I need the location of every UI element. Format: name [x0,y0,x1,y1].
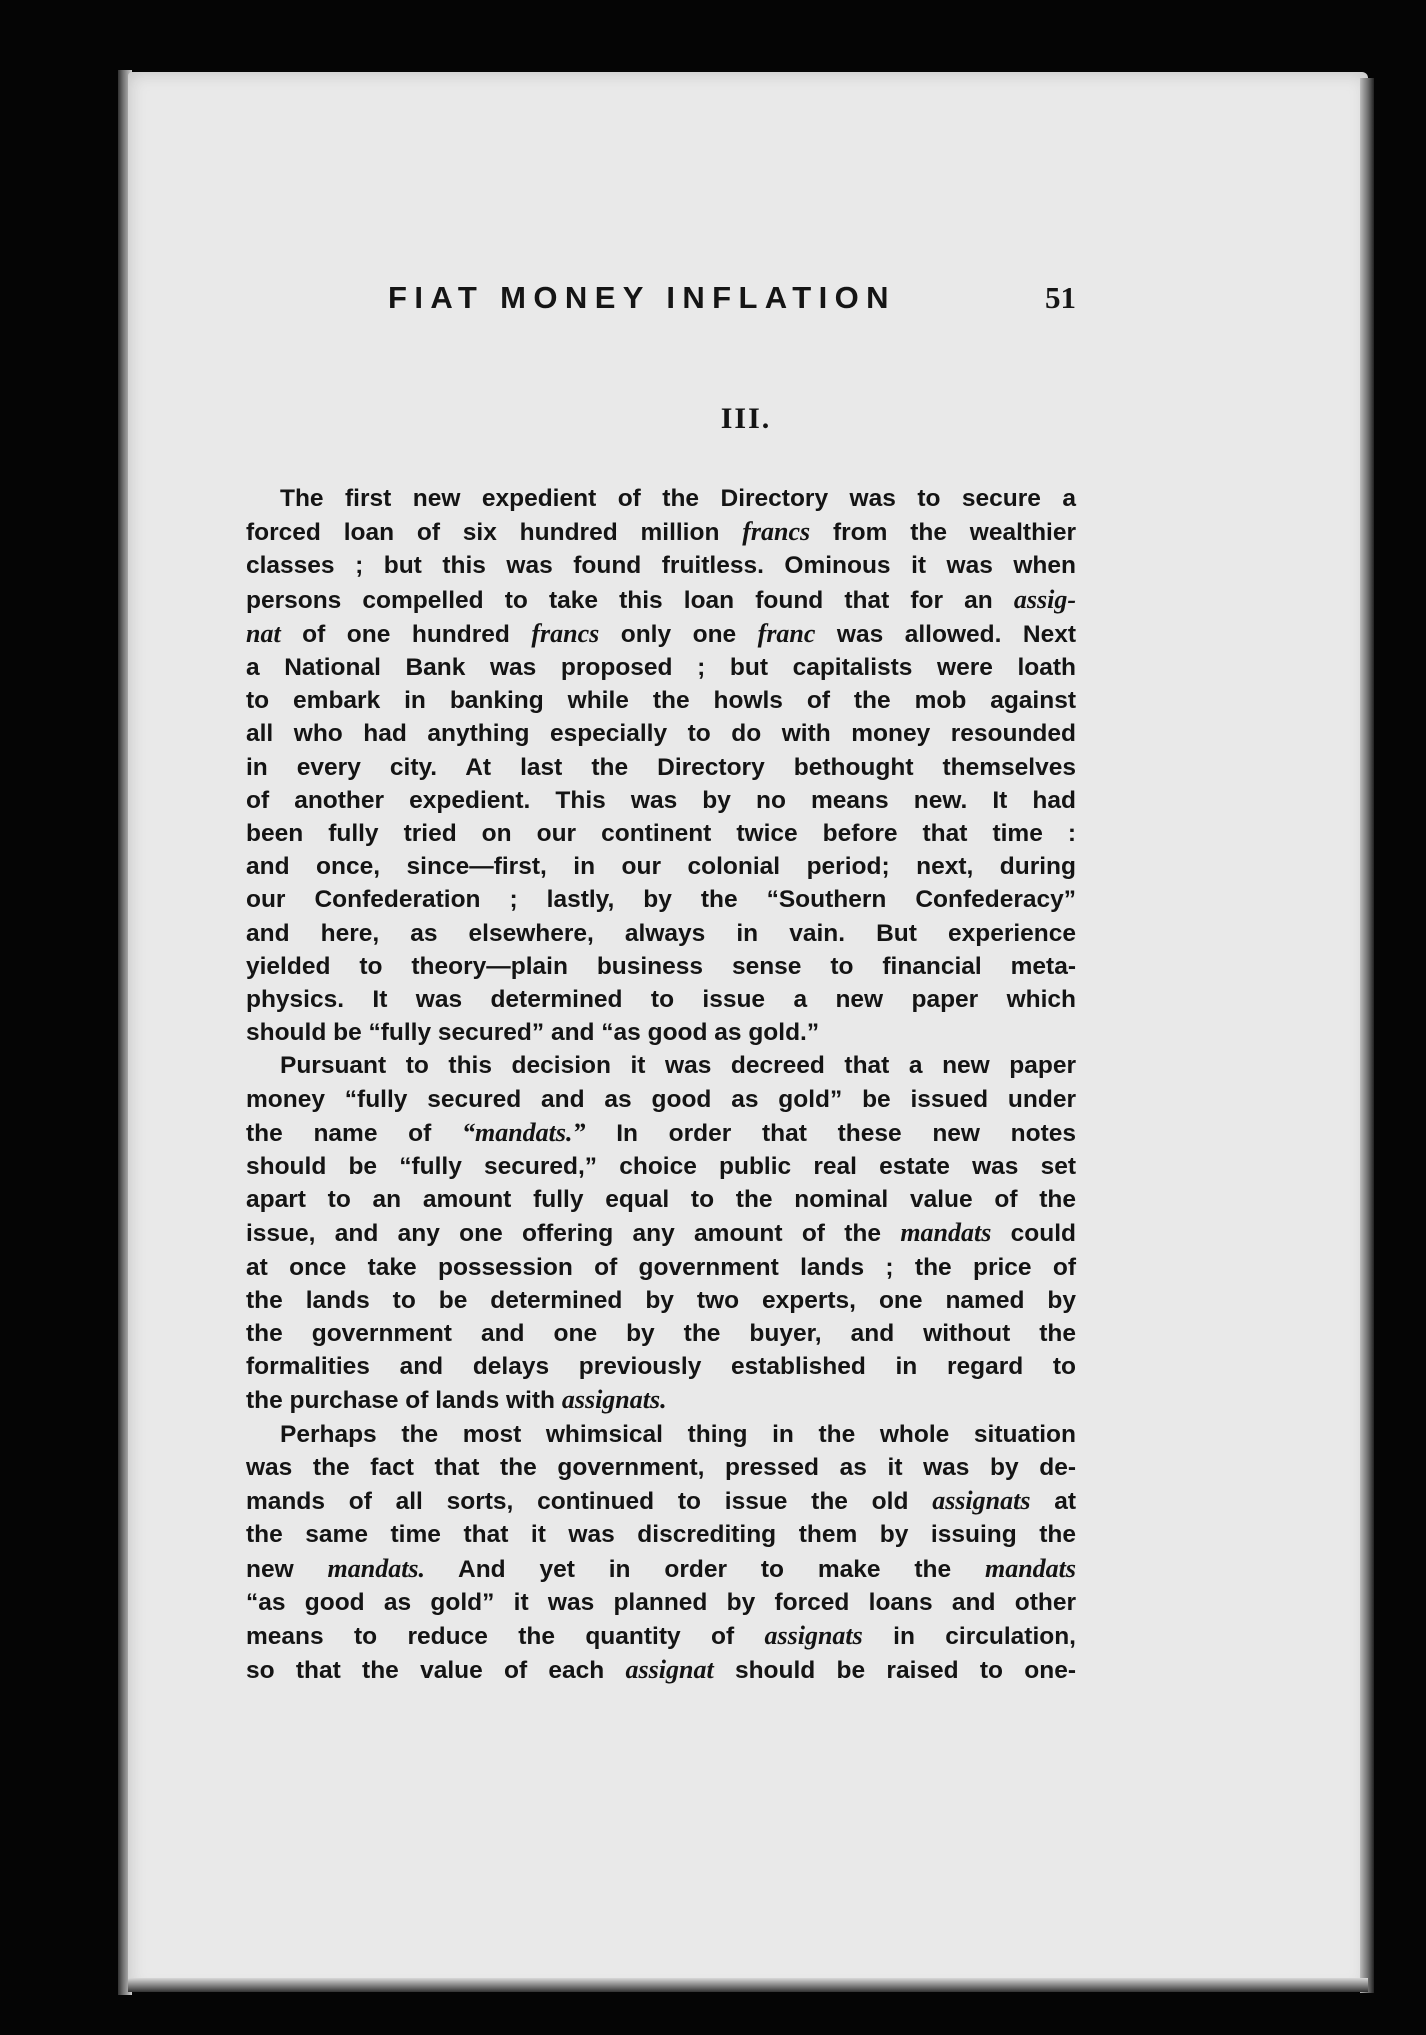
text-line [246,1350,1076,1383]
text-line [246,1586,1076,1619]
running-header [388,280,1076,328]
section-heading: III. [720,402,772,435]
text-line [246,684,1076,717]
text-line [246,817,1076,850]
book-page-edge-right [1360,78,1374,1993]
text-line [246,717,1076,750]
text-line [246,482,1076,515]
italic-text: mandats [984,1553,1076,1583]
running-title: FIAT MONEY INFLATION [388,280,896,315]
text-run: should be raised to one- [713,1657,1076,1685]
italic-text: assignats [764,1620,863,1650]
book-page-edge-bottom [128,1978,1368,1992]
text-run: so that the value of each [246,1657,626,1685]
italic-text: assignats [932,1486,1031,1516]
text-line [246,1619,1076,1653]
italic-text: assignats. [561,1385,667,1415]
text-run: means to reduce the quantity of [246,1622,765,1650]
text-run: the government and one by the buyer, and without the [246,1320,1076,1348]
text-run: could [991,1220,1076,1248]
text-line [246,1552,1076,1586]
text-run: In order that these new notes [585,1119,1077,1147]
text-run: and once, since—first, in our colonial period; next, during [246,853,1076,881]
text-line [246,1083,1076,1116]
text-line [246,950,1076,983]
text-line [246,549,1076,582]
text-run: new [246,1555,328,1583]
text-run: of one hundred [280,620,532,648]
italic-text: franc [757,618,816,648]
text-line [246,617,1076,651]
text-line [246,1049,1076,1082]
text-line [246,1418,1076,1451]
text-run: Pursuant to this decision it was decreed that a new paper [280,1052,1076,1080]
text-run: in circulation, [862,1622,1076,1650]
text-line [246,1183,1076,1216]
text-run: forced loan of six hundred million [246,519,743,547]
text-line [246,651,1076,684]
text-run: a National Bank was proposed ; but capitalists were loath [246,654,1076,682]
text-run: the lands to be determined by two experts, one named by [246,1286,1076,1314]
text-line [246,917,1076,950]
text-run: all who had anything especially to do with money resounded [246,720,1076,748]
text-line [246,1016,1076,1049]
text-line [246,850,1076,883]
text-run: Perhaps the most whimsical thing in the whole situation [280,1420,1076,1448]
text-run: persons compelled to take this loan found that for an [246,586,1014,614]
text-line [246,1150,1076,1183]
italic-text: assig- [1013,584,1076,614]
text-line [246,784,1076,817]
text-run: the same time that it was discrediting them by issuing the [246,1521,1076,1549]
text-line [246,1484,1076,1518]
text-run: should be “fully secured” and “as good as gold.” [246,1019,820,1047]
italic-text: assignat [625,1655,714,1685]
text-run: And yet in order to make the [425,1555,985,1583]
italic-text: francs [531,618,600,648]
text-run: apart to an amount fully equal to the nominal value of the [246,1186,1076,1214]
text-line [246,1451,1076,1484]
text-line [246,751,1076,784]
text-line [246,983,1076,1016]
text-line [246,1653,1076,1687]
text-run: the purchase of lands with [246,1387,562,1415]
text-line [246,1216,1076,1250]
text-line [246,1284,1076,1317]
text-line [246,1251,1076,1284]
text-run: formalities and delays previously established in regard to [246,1353,1076,1381]
text-run: been fully tried on our continent twice before that time : [246,820,1076,848]
text-run: from the wealthier [810,519,1076,547]
text-run: in every city. At last the Directory bethought themselves [246,753,1076,781]
text-line [246,1317,1076,1350]
text-run: classes ; but this was found fruitless. Ominous it was when [246,552,1076,580]
text-run: The first new expedient of the Directory was to secure a [280,485,1076,512]
text-run: the name of [246,1119,462,1147]
text-run: and here, as elsewhere, always in vain. But experience [246,919,1076,947]
text-run: money “fully secured and as good as gold” be issued under [246,1085,1076,1113]
text-run: only one [599,620,758,648]
text-run: issue, and any one offering any amount of the [246,1220,901,1248]
text-line [246,883,1076,916]
text-line [246,1116,1076,1150]
italic-text: mandats. [327,1553,426,1583]
body-text [246,482,1076,1687]
italic-text: mandats [900,1218,992,1248]
text-line [246,515,1076,549]
text-run: should be “fully secured,” choice public real estate was set [246,1153,1076,1181]
text-run: “as good as gold” it was planned by forced loans and other [246,1588,1076,1616]
text-run: physics. It was determined to issue a new paper which [246,986,1076,1014]
text-run: yielded to theory—plain business sense to financial meta- [246,952,1076,980]
text-run: our Confederation ; lastly, by the “Southern Confederacy” [246,886,1076,914]
text-run: to embark in banking while the howls of the mob against [246,687,1076,715]
text-run: was allowed. Next [815,620,1076,648]
italic-text: “mandats.” [461,1117,586,1147]
page-number: 51 [1045,280,1076,315]
text-line [246,583,1076,617]
text-run: mands of all sorts, continued to issue the old [246,1488,933,1516]
text-run: of another expedient. This was by no means new. It had [246,786,1076,814]
text-run: at once take possession of government lands ; the price of [246,1253,1076,1281]
italic-text: nat [246,618,281,648]
text-line [246,1518,1076,1551]
text-run: was the fact that the government, pressed as it was by de- [246,1453,1076,1481]
text-line [246,1383,1076,1417]
text-run: at [1030,1488,1076,1516]
italic-text: francs [742,517,811,547]
